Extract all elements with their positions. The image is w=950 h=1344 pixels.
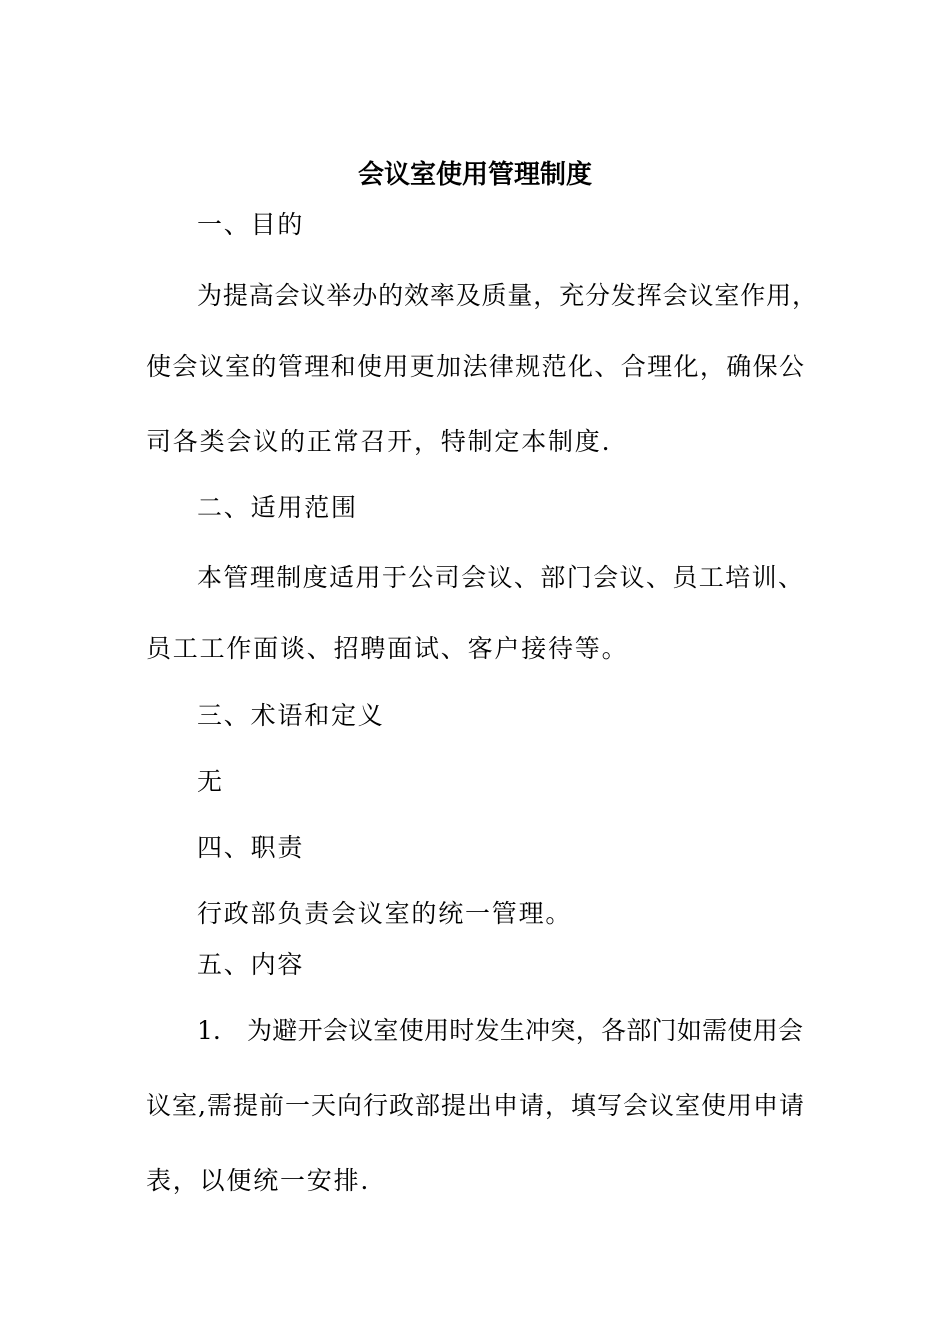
section-heading-content: 五、内容 xyxy=(197,950,305,979)
content-item-line-1: 为避开会议室使用时发生冲突，各部门如需使用会 xyxy=(247,1016,803,1045)
terms-body: 无 xyxy=(197,767,224,796)
purpose-line-1: 为提高会议举办的效率及质量，充分发挥会议室作用， xyxy=(197,281,817,310)
scope-line-1: 本管理制度适用于公司会议、部门会议、员工培训、 xyxy=(197,563,803,592)
purpose-line-3: 司各类会议的正常召开，特制定本制度. xyxy=(146,427,612,456)
section-heading-purpose: 一、目的 xyxy=(197,210,305,239)
section-heading-duties: 四、职责 xyxy=(197,833,305,862)
content-item-line-2: 议室,需提前一天向行政部提出申请，填写会议室使用申请 xyxy=(146,1091,804,1120)
scope-line-2: 员工工作面谈、招聘面试、客户接待等。 xyxy=(146,634,629,663)
section-heading-scope: 二、适用范围 xyxy=(197,493,358,522)
content-item-line-3: 表，以便统一安排. xyxy=(146,1166,371,1195)
document-title: 会议室使用管理制度 xyxy=(357,160,592,190)
purpose-line-2: 使会议室的管理和使用更加法律规范化、合理化，确保公 xyxy=(146,352,804,381)
content-item-number: 1. xyxy=(197,1016,221,1045)
section-heading-terms: 三、术语和定义 xyxy=(197,701,385,730)
duties-body: 行政部负责会议室的统一管理。 xyxy=(197,899,573,928)
